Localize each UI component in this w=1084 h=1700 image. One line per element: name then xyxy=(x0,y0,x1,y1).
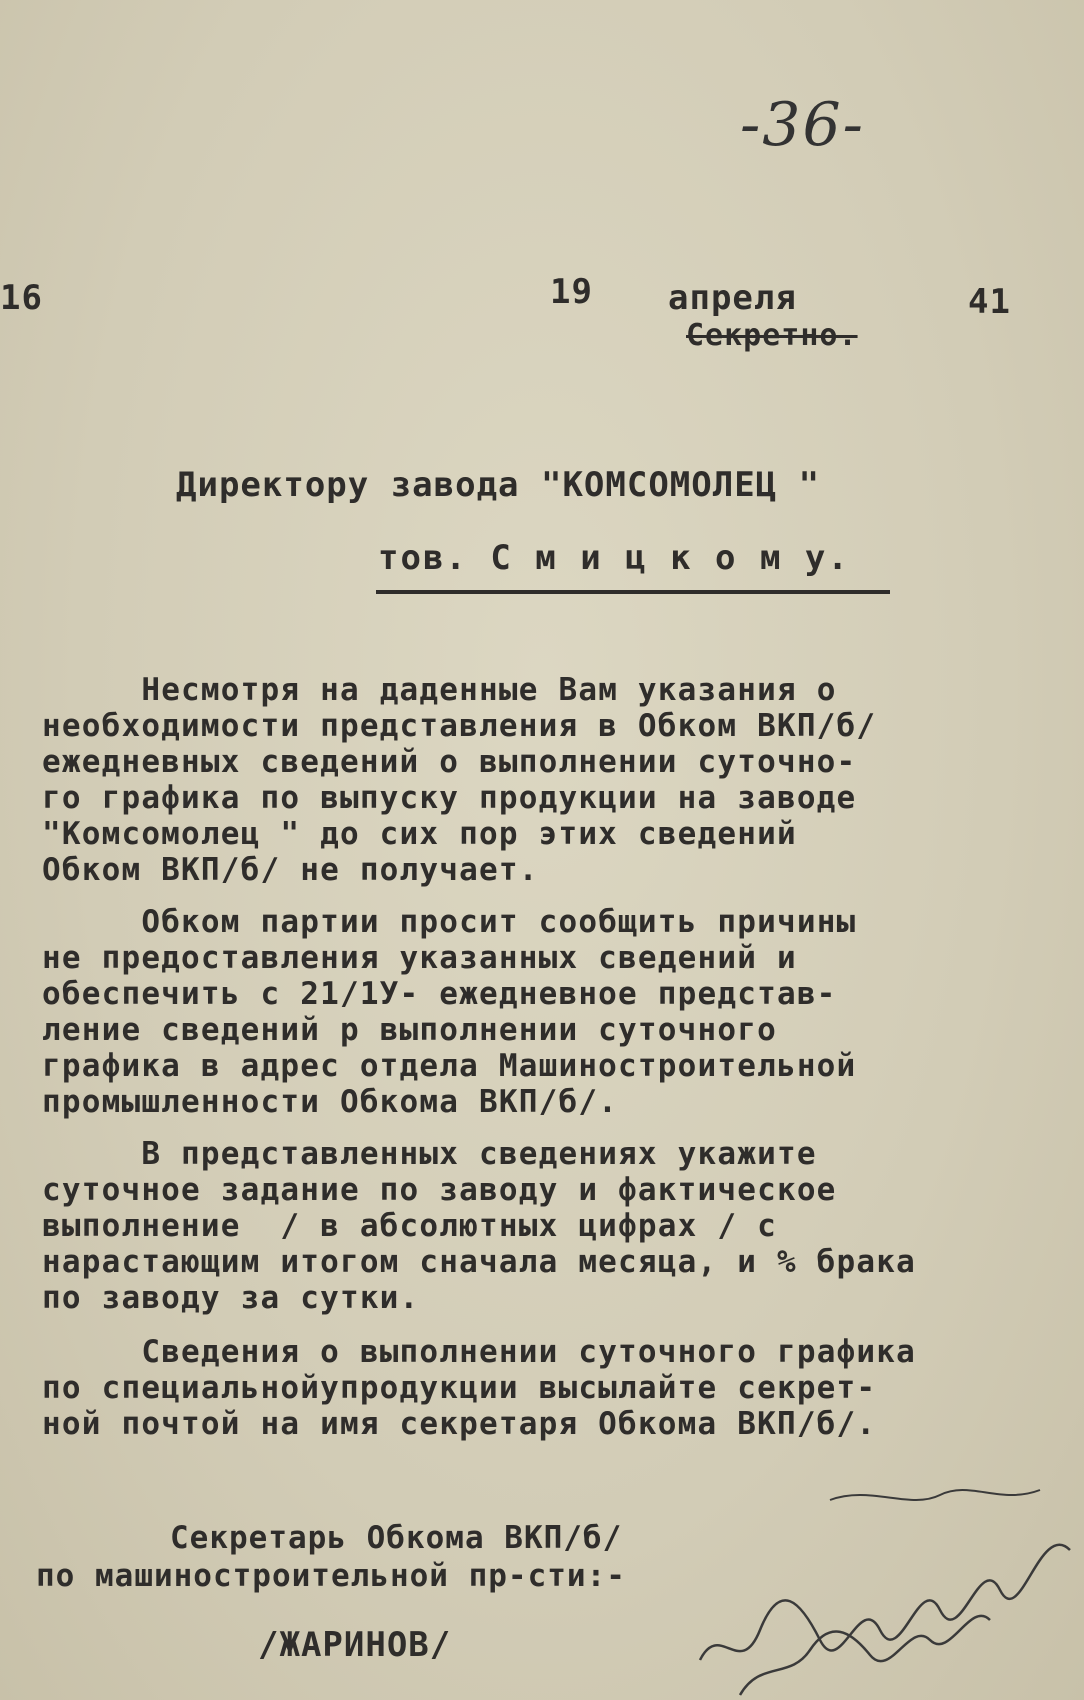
addressee-underline xyxy=(376,590,890,594)
date-month: апреля xyxy=(668,278,797,318)
body-paragraph-3: В представленных сведениях укажите суточное задание по заводу и фактическое выполнение / в абсолютных цифрах / с нарастающим итогом сначала месяца, и % брака по заводу за сутки. xyxy=(42,1136,916,1316)
handwritten-note xyxy=(680,1480,1080,1700)
date-day: 19 xyxy=(550,272,593,312)
addressee-line-1: Директору завода "КОМСОМОЛЕЦ " xyxy=(176,465,821,505)
body-paragraph-1: Несмотря на даденные Вам указания о необходимости представления в Обком ВКП/б/ ежедневных сведений о выполнении суточно- го графика по выпуску продукции на заводе "Комсомолец " до сих пор этих сведений Обком ВКП/б/ не получает. xyxy=(42,672,877,888)
handwritten-page-number: -36- xyxy=(740,90,865,160)
document-number: 16 xyxy=(0,278,43,318)
signature-title-line-1: Секретарь Обкома ВКП/б/ xyxy=(170,1520,623,1556)
signature-title-line-2: по машиностроительной пр-сти:- xyxy=(36,1558,626,1594)
struck-classification: Секретно. xyxy=(686,318,858,353)
signatory-name: /ЖАРИНОВ/ xyxy=(258,1625,452,1665)
date-year: 41 xyxy=(968,282,1011,322)
body-paragraph-4: Сведения о выполнении суточного графика по специальнойупродукции высылайте секрет- ной почтой на имя секретаря Обкома ВКП/б/. xyxy=(42,1334,917,1442)
addressee-line-2: тов. С м и ц к о м у. xyxy=(378,538,850,578)
body-paragraph-2: Обком партии просит сообщить причины не предоставления указанных сведений и обеспечить с 21/1У- ежедневное представ- ление сведений р выполнении суточного графика в адрес отдела Машиностроительной промышленности Обкома ВКП/б/. xyxy=(42,904,857,1120)
